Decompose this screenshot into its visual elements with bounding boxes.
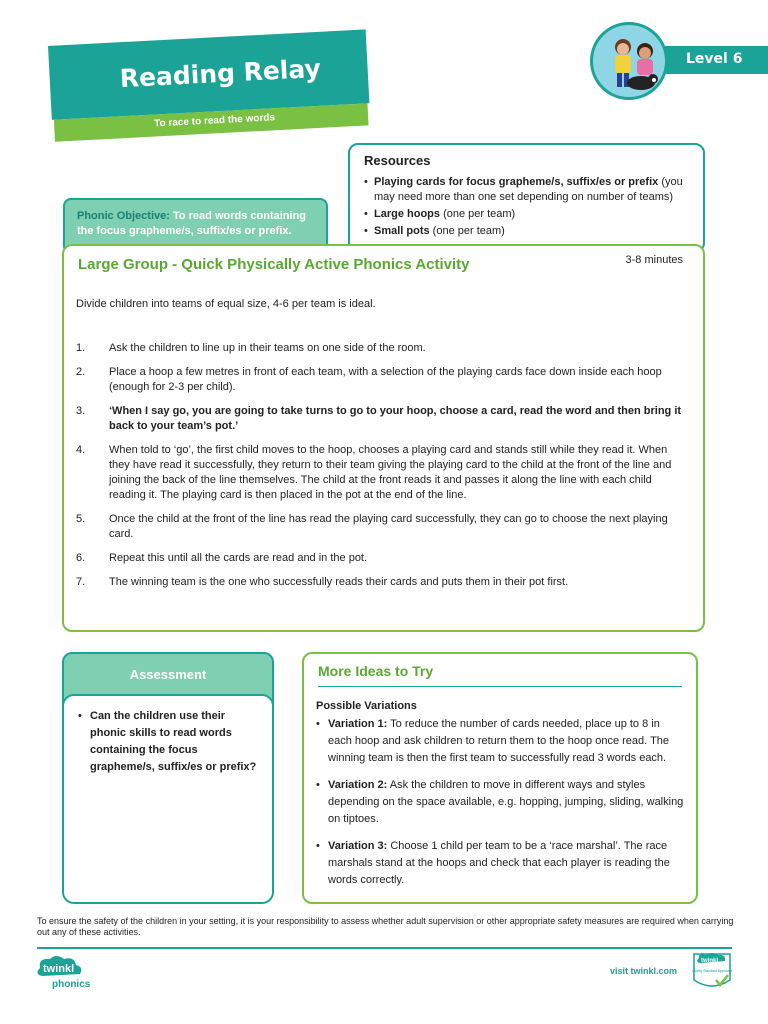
- logo-wordmark: twinkl: [43, 963, 75, 975]
- logo-subword: phonics: [52, 979, 91, 990]
- variation-text: Choose 1 child per team to be a ‘race marshal’. The race marshals stand at the hoops and check that each player is reading the words correctly.: [328, 840, 670, 886]
- visit-link[interactable]: visit twinkl.com: [610, 966, 678, 976]
- more-ideas-panel: [302, 652, 698, 904]
- variation-label: Variation 1:: [328, 718, 388, 730]
- resources-heading: Resources: [364, 153, 431, 168]
- badge-wordmark: twinkl: [701, 958, 719, 964]
- resource-item-name: Playing cards for focus grapheme/s, suffix/es or prefix: [374, 176, 659, 188]
- resource-item: [364, 207, 694, 222]
- activity-panel: [62, 244, 705, 632]
- step-number: 6.: [76, 552, 86, 564]
- step-item: [76, 575, 691, 590]
- variation-text: To reduce the number of cards needed, place up to 8 in each hoop and ask children to return them to the hoop once read. The winning team is then the first team to successfully read 3 words each.: [328, 718, 670, 764]
- variation-label: Variation 3:: [328, 840, 388, 852]
- step-number: 1.: [76, 342, 86, 354]
- badge-caption: Quality Standard Approved: [691, 969, 733, 973]
- step-text: When told to ‘go’, the first child moves to the hoop, chooses a playing card and stands still while they read it. When they have read it successfully, they return to their team giving the playing card to the child at the front of the line and joining the back of the line themselves. The child at the front reads it and passes it along the line with each child reading it. The playing card is then placed in the pot at the end of the line.: [109, 444, 672, 501]
- activity-duration: 3-8 minutes: [625, 254, 683, 266]
- more-ideas-heading: More Ideas to Try: [318, 663, 434, 679]
- step-number: 5.: [76, 513, 86, 525]
- assessment-list: [76, 708, 262, 776]
- objective-label: Phonic Objective:: [77, 210, 170, 222]
- safety-notice: To ensure the safety of the children in your setting, it is your responsibility to assess whether adult supervision or other appropriate safety measures are required when carrying out any of these activities.: [37, 916, 734, 937]
- twinkl-phonics-logo: [34, 954, 98, 994]
- step-text: Place a hoop a few metres in front of each team, with a selection of the playing cards face down inside each hoop (enough for 2-3 per child).: [109, 366, 662, 393]
- activity-intro: Divide children into teams of equal size, 4-6 per team is ideal.: [76, 298, 376, 310]
- step-text-quote: ‘When I say go, you are going to take turns to go to your hoop, choose a card, read the word and then bring it back to your team’s pot.’: [109, 405, 682, 432]
- activity-title: Large Group - Quick Physically Active Phonics Activity: [78, 256, 470, 273]
- step-number: 2.: [76, 366, 86, 378]
- page-title: Reading Relay: [119, 53, 322, 94]
- title-banner: [48, 29, 371, 142]
- step-item: [76, 551, 691, 566]
- objective-text: To read words containing the focus grapheme/s, suffix/es or prefix.: [77, 210, 307, 237]
- resource-item-name: Large hoops: [374, 208, 441, 220]
- resources-list: [364, 175, 694, 241]
- resource-item-name: Small pots: [374, 225, 430, 237]
- variation-label: Variation 2:: [328, 779, 388, 791]
- activity-steps: [76, 341, 691, 599]
- children-running-illustration: [590, 22, 668, 100]
- step-item: [76, 341, 691, 356]
- variation-text: Ask the children to move in different ways and styles depending on the space available, e.g. hopping, jumping, sliding, walking on tiptoes.: [328, 779, 684, 825]
- variations-subheading: Possible Variations: [316, 700, 417, 712]
- resources-panel: [348, 143, 705, 253]
- resource-item: [364, 224, 694, 239]
- footer-divider: [37, 947, 732, 949]
- step-text: Repeat this until all the cards are read and in the pot.: [109, 552, 368, 564]
- step-number: 3.: [76, 405, 86, 417]
- step-item: [76, 512, 691, 542]
- assessment-panel: [62, 694, 274, 904]
- variation-item: [316, 716, 686, 767]
- quality-approved-badge: [690, 952, 734, 992]
- assessment-heading: Assessment: [129, 667, 207, 682]
- level-label: Level 6: [686, 51, 743, 67]
- assessment-question: • Can the children use their phonic skills to read words containing the focus grapheme/s, suffix/es or prefix?: [76, 708, 262, 776]
- step-text: Once the child at the front of the line has read the playing card successfully, they can go to choose the next playing card.: [109, 513, 668, 540]
- step-item: [76, 365, 691, 395]
- resource-item: [364, 175, 694, 205]
- resource-item-detail: (one per team): [440, 208, 516, 220]
- resource-item-detail: (you may need more than one set depending on number of teams): [374, 176, 683, 203]
- step-text: Ask the children to line up in their teams on one side of the room.: [109, 342, 426, 354]
- variation-item: [316, 838, 686, 889]
- page-tagline: To race to read the words: [153, 112, 276, 130]
- resource-item-detail: (one per team): [429, 225, 505, 237]
- step-item: [76, 404, 691, 434]
- step-number: 7.: [76, 576, 86, 588]
- divider: [318, 686, 682, 687]
- step-item: [76, 443, 691, 503]
- variation-item: [316, 777, 686, 828]
- step-text: The winning team is the one who successfully reads their cards and puts them in their pot first.: [109, 576, 569, 588]
- variations-list: [316, 716, 686, 899]
- step-number: 4.: [76, 444, 86, 456]
